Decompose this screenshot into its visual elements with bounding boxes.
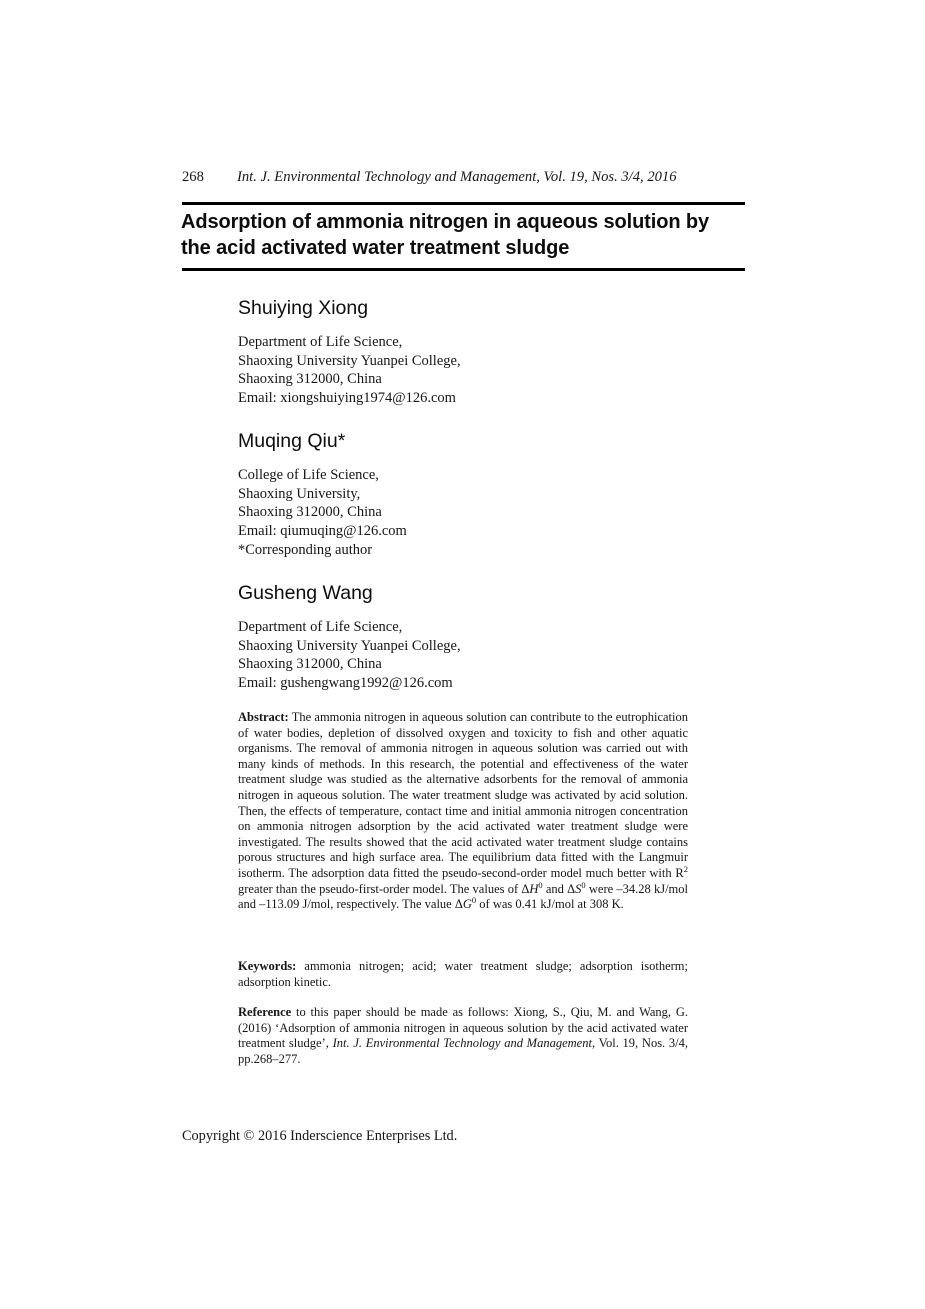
affiliation-line: Shaoxing 312000, China xyxy=(238,504,382,521)
author-name: Muqing Qiu* xyxy=(238,430,346,452)
abstract-text: of was 0.41 kJ/mol at 308 K. xyxy=(476,897,624,912)
superscript: 0 xyxy=(581,879,586,890)
abstract-label: Abstract: xyxy=(238,710,289,724)
author-email: Email: xiongshuiying1974@126.com xyxy=(238,390,456,407)
reference xyxy=(238,1005,688,1067)
author-block-2 xyxy=(238,430,407,560)
title-rule-bottom xyxy=(182,268,745,271)
reference-journal-italic: Int. J. Environmental Technology and Management xyxy=(332,1036,592,1051)
superscript: 0 xyxy=(538,879,543,890)
abstract-text: greater than the pseudo-first-order model. The values of Δ xyxy=(238,881,530,896)
author-email: Email: gushengwang1992@126.com xyxy=(238,675,453,692)
affiliation-line: College of Life Science, xyxy=(238,467,379,483)
variable-g: G xyxy=(462,897,472,912)
affiliation-line: Shaoxing 312000, China xyxy=(238,656,382,673)
reference-text: to this paper should be made as follows: Xiong, S., Qiu, M. and Wang, G. (2016) ‘Adsorption of ammonia nitrogen in aqueous solution by the acid activated water treatment sludge’, xyxy=(238,1005,688,1051)
variable-h: H xyxy=(529,881,539,896)
journal-header-citation: Int. J. Environmental Technology and Management, Vol. 19, Nos. 3/4, 2016 xyxy=(237,169,677,185)
author-block-3 xyxy=(238,582,461,693)
author-affiliation xyxy=(238,466,407,560)
keywords xyxy=(238,959,688,990)
affiliation-line: Department of Life Science, xyxy=(238,334,403,350)
abstract xyxy=(238,710,688,913)
copyright-notice: Copyright © 2016 Inderscience Enterprises Ltd. xyxy=(182,1128,458,1144)
affiliation-line: Shaoxing University Yuanpei College, xyxy=(238,637,461,654)
abstract-text: The ammonia nitrogen in aqueous solution can contribute to the eutrophication of water bodies, depletion of dissolved oxygen and toxicity to fish and other aquatic organisms. The removal of ammonia nitrogen in aqueous solution was carried out with many kinds of methods. In this research, the potential and effectiveness of the water treatment sludge was studied as the alternative adsorbents for the removal of ammonia nitrogen in aqueous solution. The water treatment sludge was activated by acid solution. Then, the effects of temperature, contact time and initial ammonia nitrogen concentration on ammonia nitrogen adsorption by the acid activated water treatment sludge were investigated. The results showed that the acid activated water treatment sludge contains porous structures and high surface area. The equilibrium data fitted with the Langmuir isotherm. The adsorption data fitted the pseudo-second-order model much better with R xyxy=(238,710,688,880)
affiliation-line: Shaoxing University Yuanpei College, xyxy=(238,352,461,369)
reference-text: , Vol. 19, Nos. 3/4, pp.268–277. xyxy=(238,1036,689,1066)
affiliation-line: Shaoxing University, xyxy=(238,485,361,502)
abstract-text: and Δ xyxy=(542,881,576,896)
author-email: Email: qiumuqing@126.com xyxy=(238,523,407,540)
superscript: 2 xyxy=(683,863,688,874)
keywords-text: ammonia nitrogen; acid; water treatment sludge; adsorption isotherm; adsorption kinetic. xyxy=(238,959,688,989)
abstract-text: were –34.28 kJ/mol and –113.09 J/mol, respectively. The value Δ xyxy=(238,881,688,912)
title-rule-top xyxy=(182,202,745,205)
author-name: Gusheng Wang xyxy=(238,582,373,604)
variable-s: S xyxy=(575,881,582,896)
author-name: Shuiying Xiong xyxy=(238,297,369,319)
affiliation-line: Department of Life Science, xyxy=(238,619,403,635)
author-affiliation xyxy=(238,618,461,693)
affiliation-line: Shaoxing 312000, China xyxy=(238,371,382,388)
reference-label: Reference xyxy=(238,1005,292,1019)
author-block-1 xyxy=(238,297,461,408)
superscript: 0 xyxy=(471,894,477,905)
page-number: 268 xyxy=(182,169,204,185)
keywords-label: Keywords: xyxy=(238,959,297,973)
paper-title: Adsorption of ammonia nitrogen in aqueous solution by the acid activated water treatment sludge xyxy=(181,211,710,259)
corresponding-author-note: *Corresponding author xyxy=(238,541,373,558)
running-header xyxy=(182,169,745,186)
author-affiliation xyxy=(238,333,461,408)
